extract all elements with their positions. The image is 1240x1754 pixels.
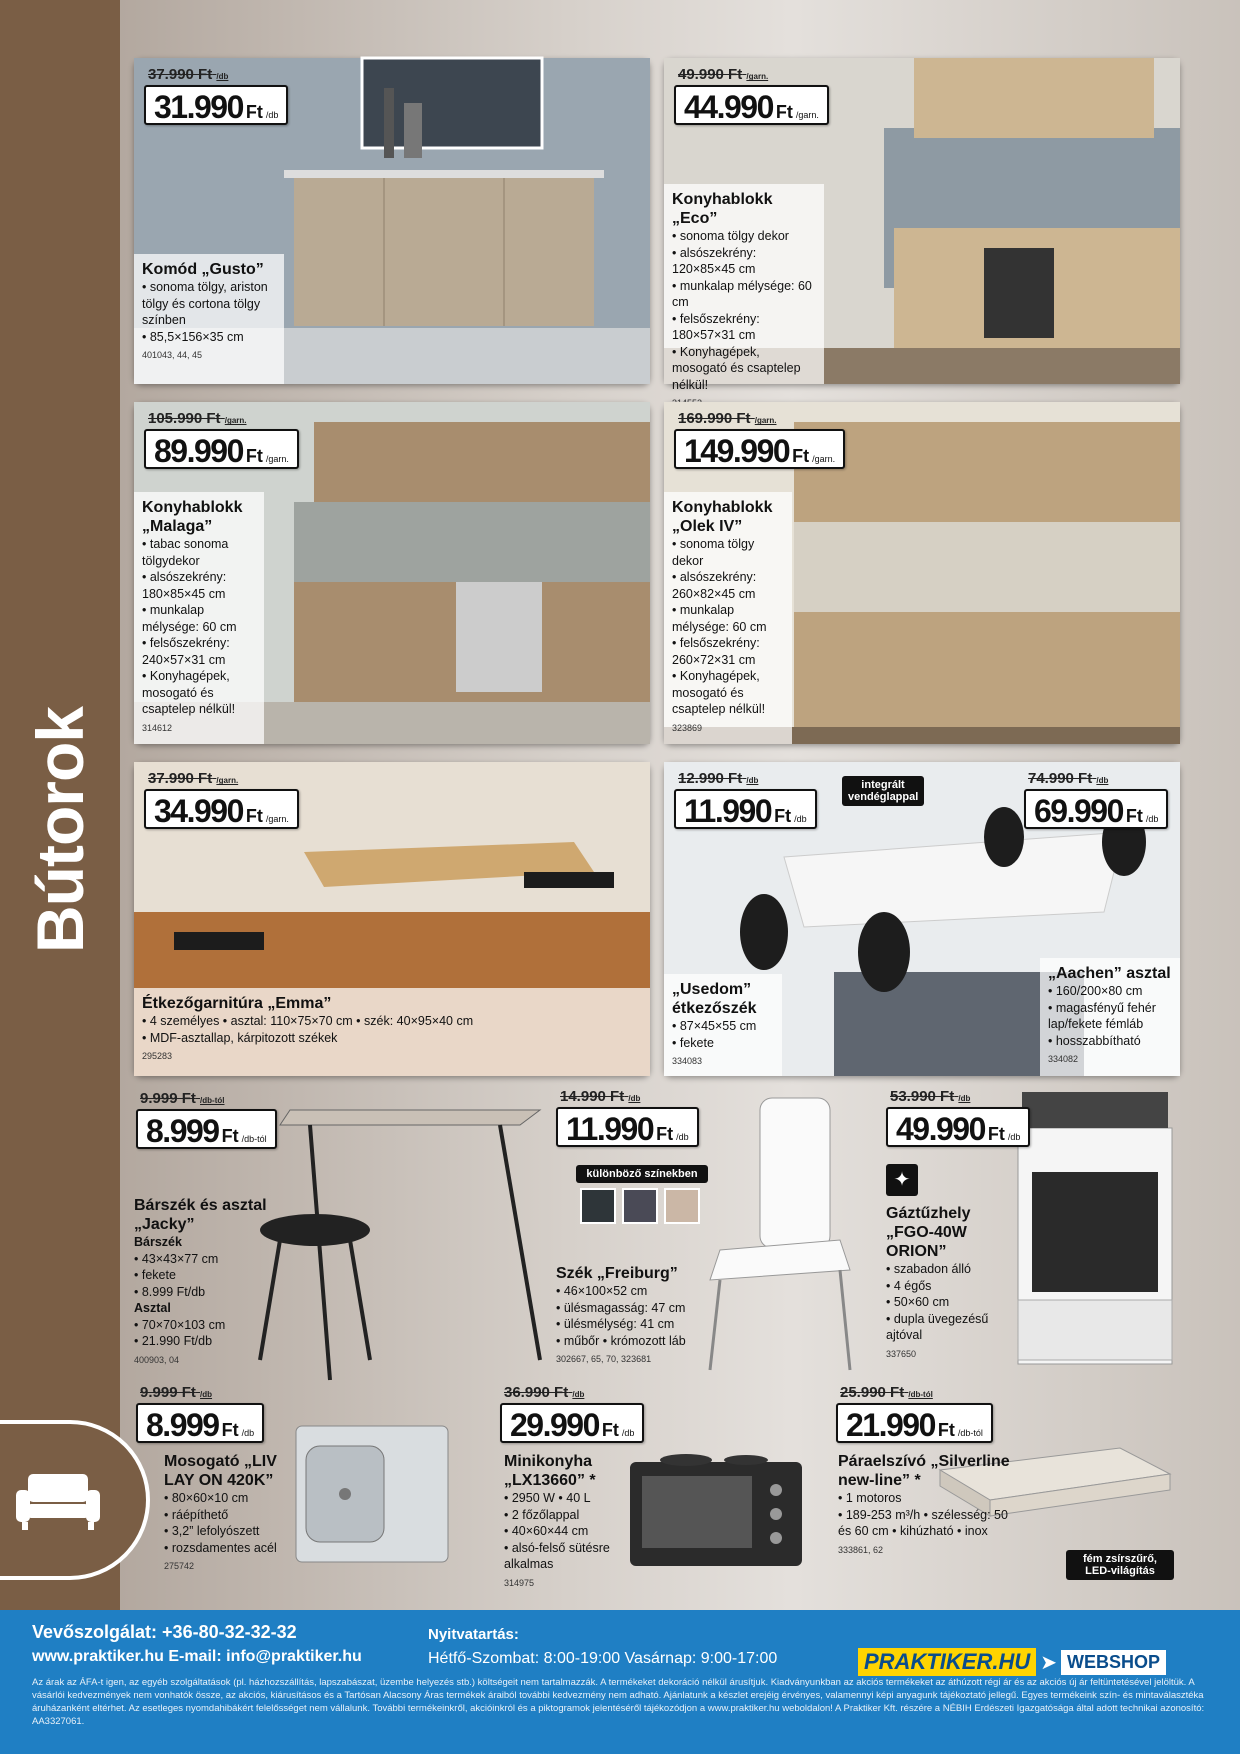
product-info-hood	[838, 1452, 1014, 1558]
price-unit: /db	[621, 1428, 635, 1438]
product-code: 275742	[164, 1561, 195, 1571]
price-unit: /db	[794, 814, 807, 824]
old-price: 14.990 Ft	[560, 1088, 625, 1105]
old-price-unit: /db	[1096, 776, 1109, 785]
old-price-unit: /db	[200, 1390, 213, 1399]
old-price: 12.990 Ft	[678, 770, 743, 787]
spec-item: • munkalap mélysége: 60 cm	[142, 602, 256, 635]
spec-item: • 189-253 m³/h • szélesség: 50 és 60 cm • kihúzható • inox	[838, 1507, 1014, 1540]
category-sidebar	[0, 0, 120, 1610]
product-info-minikonyha	[504, 1452, 622, 1591]
price-tag-hood	[836, 1384, 993, 1443]
price-unit: /garn.	[265, 454, 289, 464]
old-price-unit: /garn.	[746, 72, 769, 81]
price-unit: /db-tól	[241, 1134, 267, 1144]
spec-item: • sonoma tölgy dekor	[672, 536, 784, 569]
currency: Ft	[245, 806, 263, 826]
price-unit: /garn.	[795, 110, 819, 120]
spec-item: • hosszabbítható	[1048, 1033, 1172, 1050]
product-code: 295283	[142, 1051, 173, 1061]
product-card-malaga[interactable]	[134, 402, 650, 744]
old-price: 25.990 Ft	[840, 1384, 905, 1401]
product-code: 302667, 65, 70, 323681	[556, 1354, 652, 1364]
price-unit: /garn.	[265, 814, 289, 824]
price-unit: /garn.	[812, 454, 836, 464]
price-tag	[674, 410, 845, 469]
product-card-eco[interactable]	[664, 58, 1180, 392]
spec-item: • munkalap mélysége: 60 cm	[672, 278, 816, 311]
spec-item: • alsószekrény: 120×85×45 cm	[672, 245, 816, 278]
product-info-jacky	[134, 1196, 284, 1368]
new-price: 44.990	[684, 89, 773, 125]
spec-item: • 43×43×77 cm	[134, 1251, 284, 1268]
old-price: 105.990 Ft	[148, 410, 221, 427]
product-name: Bárszék és asztal „Jacky”	[134, 1197, 267, 1233]
old-price-unit: /db	[572, 1390, 585, 1399]
legal-fine-print: Az árak az ÁFA-t igen, az egyéb szolgáltatások (pl. házhozszállítás, lapszabászat, üzembe helyezés stb.) költségeit nem tartalmazzák. A termékeket dekoráció nélkül árusítjuk. Kiadványunkban az akciós termékeket az áthúzott régi ár és az akciós új ár feltüntetésével jelöltük. A vásárlói kedvezmények nem vonhatók össze, az akciós, kiárusításos és a Tartósan Alacsony Áras termékek áraiból további kedvezmény nem adható. Ajánlatunk a készlet erejéig érvényes, valamennyi képi anyagunk tájékoztató jellegű. Egyes termékeink szín- és mintaválasztéka áruházanként eltérhet. Az esetleges nyomdahibákért felelősséget nem vállalunk. További termékeinkről, akcióinkról és a piktogramok jelentéséről tájékozódjon a www.praktiker.hu weboldalon! A Praktiker Kft. részére a NÉBIH Erdészeti Igazgatósága által adott technikai azonosító: AA3327061.	[32, 1677, 1205, 1727]
old-price-unit: /garn.	[224, 416, 247, 425]
spec-item: • 70×70×103 cm	[134, 1317, 284, 1334]
spec-item: • felsőszekrény: 240×57×31 cm	[142, 635, 256, 668]
currency: Ft	[987, 1124, 1005, 1144]
product-code: 333861, 62	[838, 1544, 884, 1555]
old-price: 37.990 Ft	[148, 66, 213, 83]
product-card-usedom-aachen[interactable]	[664, 762, 1180, 1076]
spec-item: • 1 motoros	[838, 1490, 1014, 1507]
price-tag-freiburg	[556, 1088, 699, 1147]
currency: Ft	[221, 1420, 239, 1440]
feature-badge: integrált vendéglappal	[842, 776, 924, 806]
spec-item: • 40×60×44 cm	[504, 1523, 622, 1540]
spec-item: • rozsdamentes acél	[164, 1540, 292, 1557]
old-price-unit: /db	[628, 1094, 641, 1103]
product-code: 314975	[504, 1577, 535, 1588]
sub-heading: Asztal	[134, 1301, 171, 1315]
spec-item: • tabac sonoma tölgydekor	[142, 536, 256, 569]
new-price: 8.999	[146, 1113, 219, 1149]
old-price-unit: /db-tól	[908, 1390, 933, 1399]
old-price: 74.990 Ft	[1028, 770, 1093, 787]
color-swatches	[580, 1188, 700, 1224]
logo-webshop: WEBSHOP	[1061, 1650, 1166, 1675]
old-price-unit: /garn.	[754, 416, 777, 425]
spec-item: • ráépíthető	[164, 1507, 292, 1524]
cursor-icon: ➤	[1040, 1651, 1057, 1674]
currency: Ft	[245, 102, 263, 122]
category-title-wrap	[10, 700, 110, 960]
spec-item: • 21.990 Ft/db	[134, 1333, 284, 1350]
currency: Ft	[937, 1420, 955, 1440]
spec-item: • 46×100×52 cm	[556, 1283, 726, 1300]
product-card-olek[interactable]	[664, 402, 1180, 744]
product-name: Étkezőgarnitúra „Emma”	[142, 995, 332, 1012]
jacky-product-image	[240, 1100, 550, 1390]
new-price: 11.990	[684, 793, 772, 829]
currency: Ft	[656, 1124, 674, 1144]
price-tag-sink	[136, 1384, 264, 1443]
old-price: 169.990 Ft	[678, 410, 751, 427]
currency: Ft	[245, 446, 263, 466]
product-name: Páraelszívó „Silverline new-line” *	[838, 1453, 1010, 1489]
price-tag-orion	[886, 1088, 1030, 1147]
price-tag-aachen	[1024, 770, 1168, 829]
feature-badge: fém zsírszűrő, LED-világítás	[1066, 1550, 1174, 1580]
new-price: 89.990	[154, 433, 243, 469]
price-tag-jacky	[136, 1090, 277, 1149]
product-info-sink	[164, 1452, 292, 1575]
currency: Ft	[1125, 806, 1143, 826]
spec-item: • 80×60×10 cm	[164, 1490, 292, 1507]
spec-item: • 2 főzőlappal	[504, 1507, 622, 1524]
orion-product-image	[1018, 1092, 1178, 1368]
spec-item: • magasfényű fehér lap/fekete fémláb	[1048, 1000, 1172, 1033]
product-code: 400903, 04	[134, 1354, 180, 1365]
old-price: 36.990 Ft	[504, 1384, 569, 1401]
spec-item: • alsószekrény: 180×85×45 cm	[142, 569, 256, 602]
mini-oven-product-image	[626, 1448, 806, 1570]
opening-hours-label: Nyitvatartás:	[428, 1626, 519, 1643]
spec-item: • 87×45×55 cm	[672, 1018, 774, 1035]
price-tag-usedom	[674, 770, 817, 829]
spec-item: • ülésmélység: 41 cm	[556, 1316, 726, 1333]
color-swatch-beige[interactable]	[664, 1188, 700, 1224]
price-unit: /db-tól	[957, 1428, 983, 1438]
product-info	[664, 184, 824, 392]
price-tag	[144, 66, 288, 125]
product-info	[134, 254, 284, 384]
product-name: Konyhablokk „Olek IV”	[672, 499, 773, 535]
product-info-orion	[886, 1204, 1016, 1362]
spec-item: • dupla üvegezésű ajtóval	[886, 1311, 1016, 1344]
product-info-usedom	[664, 974, 782, 1076]
new-price: 8.999	[146, 1407, 219, 1443]
webshop-logo[interactable]	[858, 1648, 1166, 1676]
spec-item: • felsőszekrény: 180×57×31 cm	[672, 311, 816, 344]
old-price-unit: /db-tól	[200, 1096, 225, 1105]
product-code: 337650	[886, 1348, 917, 1359]
spec-item: • Konyhagépek, mosogató és csaptelep nélkül!	[672, 668, 784, 718]
product-code: 323869	[672, 722, 703, 733]
product-name: Komód „Gusto”	[142, 261, 264, 278]
new-price: 29.990	[510, 1407, 599, 1443]
spec-item: • 8.999 Ft/db	[134, 1284, 284, 1301]
product-code: 334083	[672, 1056, 703, 1066]
old-price: 37.990 Ft	[148, 770, 213, 787]
new-price: 49.990	[896, 1111, 985, 1147]
product-card-gusto[interactable]	[134, 58, 650, 384]
currency: Ft	[774, 806, 792, 826]
spec-item: • fekete	[134, 1267, 284, 1284]
product-name: „Usedom” étkezőszék	[672, 981, 757, 1017]
new-price: 34.990	[154, 793, 243, 829]
product-info	[664, 492, 792, 744]
price-unit: /db	[1145, 814, 1159, 824]
cooking-pictogram-icon: ✦	[886, 1164, 918, 1196]
price-unit: /db	[265, 110, 279, 120]
new-price: 69.990	[1034, 793, 1123, 829]
footer	[0, 1610, 1240, 1754]
opening-hours: Hétfő-Szombat: 8:00-19:00 Vasárnap: 9:00-17:00	[428, 1650, 778, 1667]
product-name: Konyhablokk „Eco”	[672, 191, 773, 227]
old-price-unit: /db	[746, 776, 759, 785]
new-price: 21.990	[846, 1407, 935, 1443]
spec-item: • 85,5×156×35 cm	[142, 329, 276, 346]
spec-item: • Konyhagépek, mosogató és csaptelep nélkül!	[142, 668, 256, 718]
old-price-unit: /db	[958, 1094, 971, 1103]
price-unit: /db	[241, 1428, 255, 1438]
spec-item: • 3,2” lefolyószett	[164, 1523, 292, 1540]
spec-item: • sonoma tölgy dekor	[672, 228, 816, 245]
sub-heading: Bárszék	[134, 1235, 182, 1249]
price-tag	[144, 410, 299, 469]
logo-text: PRAKTIKER.HU	[858, 1648, 1036, 1676]
currency: Ft	[775, 102, 793, 122]
product-info-freiburg	[556, 1264, 726, 1368]
color-swatch-dark[interactable]	[580, 1188, 616, 1224]
currency: Ft	[601, 1420, 619, 1440]
spec-item: • műbőr • krómozott láb	[556, 1333, 726, 1350]
price-tag	[674, 66, 829, 125]
currency: Ft	[792, 446, 810, 466]
product-name: Gáztűzhely „FGO-40W ORION”	[886, 1205, 971, 1260]
customer-service: Vevőszolgálat: +36-80-32-32-32	[32, 1622, 297, 1642]
new-price: 11.990	[566, 1111, 654, 1147]
product-name: Szék „Freiburg”	[556, 1265, 678, 1282]
product-info	[134, 988, 650, 1076]
old-price: 9.999 Ft	[140, 1384, 196, 1401]
old-price: 53.990 Ft	[890, 1088, 955, 1105]
price-unit: /db	[1007, 1132, 1021, 1142]
contact-links[interactable]: www.praktiker.hu E-mail: info@praktiker.hu	[32, 1648, 362, 1665]
product-name: Minikonyha „LX13660” *	[504, 1453, 596, 1489]
spec-item: • szabadon álló	[886, 1261, 1016, 1278]
sink-product-image	[294, 1424, 450, 1564]
new-price: 31.990	[154, 89, 243, 125]
product-name: Mosogató „LIV LAY ON 420K”	[164, 1453, 277, 1489]
spec-item: • alsószekrény: 260×82×45 cm	[672, 569, 784, 602]
color-options-badge: különböző színekben	[576, 1165, 708, 1183]
spec-item: • felsőszekrény: 260×72×31 cm	[672, 635, 784, 668]
product-code: 314612	[142, 722, 173, 733]
old-price-unit: /db	[216, 72, 229, 81]
category-title: Bútorok	[23, 707, 98, 953]
spec-item: • sonoma tölgy, ariston tölgy és cortona tölgy színben	[142, 279, 276, 329]
spec-line: • 4 személyes • asztal: 110×75×70 cm • szék: 40×95×40 cm	[142, 1014, 474, 1028]
product-code: 401043, 44, 45	[142, 350, 203, 360]
product-code: 334082	[1048, 1054, 1079, 1064]
product-card-emma[interactable]	[134, 762, 650, 1076]
old-price: 49.990 Ft	[678, 66, 743, 83]
price-tag	[144, 770, 299, 829]
product-info-aachen	[1040, 958, 1180, 1076]
product-name: Konyhablokk „Malaga”	[142, 499, 243, 535]
spec-item: • fekete	[672, 1035, 774, 1052]
spec-line: • MDF-asztallap, kárpitozott székek	[142, 1030, 338, 1045]
old-price-unit: /garn.	[216, 776, 239, 785]
currency: Ft	[221, 1126, 239, 1146]
product-info	[134, 492, 264, 744]
price-tag-minikonyha	[500, 1384, 644, 1443]
spec-item: • Konyhagépek, mosogató és csaptelep nélkül!	[672, 344, 816, 394]
price-unit: /db	[676, 1132, 689, 1142]
product-name: „Aachen” asztal	[1048, 965, 1171, 982]
spec-item: • 50×60 cm	[886, 1294, 1016, 1311]
color-swatch-grey[interactable]	[622, 1188, 658, 1224]
new-price: 149.990	[684, 433, 790, 469]
spec-item: • ülésmagasság: 47 cm	[556, 1300, 726, 1317]
old-price: 9.999 Ft	[140, 1090, 196, 1107]
spec-item: • 4 égős	[886, 1278, 1016, 1295]
sofa-icon	[14, 1468, 102, 1532]
spec-item: • 160/200×80 cm	[1048, 983, 1172, 1000]
spec-item: • munkalap mélysége: 60 cm	[672, 602, 784, 635]
spec-item: • 2950 W • 40 L	[504, 1490, 622, 1507]
spec-item: • alsó-felső sütésre alkalmas	[504, 1540, 622, 1573]
